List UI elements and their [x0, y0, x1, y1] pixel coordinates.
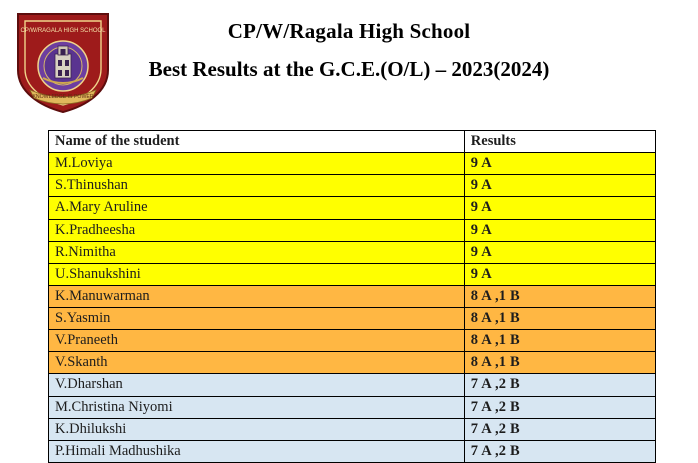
student-result-cell: 7 A ,2 B — [464, 374, 655, 396]
page-header — [0, 0, 698, 120]
table-row — [49, 396, 656, 418]
student-result-cell: 8 A ,1 B — [464, 352, 655, 374]
student-name-cell: V.Praneeth — [49, 330, 465, 352]
table-body — [49, 153, 656, 463]
table-row — [49, 440, 656, 462]
table-row — [49, 374, 656, 396]
student-name-cell: U.Shanukshini — [49, 263, 465, 285]
student-name-cell: K.Manuwarman — [49, 285, 465, 307]
student-result-cell: 7 A ,2 B — [464, 396, 655, 418]
results-table — [48, 130, 656, 463]
student-name-cell: M.Christina Niyomi — [49, 396, 465, 418]
student-result-cell: 9 A — [464, 175, 655, 197]
svg-text:KNOWLEDGE IS POWER: KNOWLEDGE IS POWER — [32, 94, 94, 100]
student-name-cell: K.Dhilukshi — [49, 418, 465, 440]
student-result-cell: 9 A — [464, 263, 655, 285]
column-header-name: Name of the student — [49, 131, 465, 153]
student-result-cell: 9 A — [464, 219, 655, 241]
table-row — [49, 263, 656, 285]
table-row — [49, 219, 656, 241]
student-result-cell: 8 A ,1 B — [464, 330, 655, 352]
table-row — [49, 153, 656, 175]
student-name-cell: K.Pradheesha — [49, 219, 465, 241]
table-row — [49, 197, 656, 219]
student-name-cell: M.Loviya — [49, 153, 465, 175]
student-name-cell: S.Thinushan — [49, 175, 465, 197]
table-row — [49, 418, 656, 440]
table-row — [49, 285, 656, 307]
student-result-cell: 8 A ,1 B — [464, 308, 655, 330]
student-name-cell: S.Yasmin — [49, 308, 465, 330]
table-row — [49, 241, 656, 263]
student-result-cell: 7 A ,2 B — [464, 418, 655, 440]
results-table-container — [48, 130, 656, 463]
student-name-cell: V.Skanth — [49, 352, 465, 374]
student-result-cell: 9 A — [464, 241, 655, 263]
table-row — [49, 175, 656, 197]
student-name-cell: A.Mary Aruline — [49, 197, 465, 219]
student-result-cell: 8 A ,1 B — [464, 285, 655, 307]
page-title: CP/W/Ragala High School — [227, 19, 471, 43]
table-header-row — [49, 131, 656, 153]
student-result-cell: 7 A ,2 B — [464, 440, 655, 462]
page-subtitle: Best Results at the G.C.E.(O/L) – 2023(2024) — [148, 57, 550, 82]
table-row — [49, 330, 656, 352]
table-row — [49, 308, 656, 330]
student-name-cell: P.Himali Madhushika — [49, 440, 465, 462]
student-result-cell: 9 A — [464, 197, 655, 219]
svg-text:CP/W/RAGALA HIGH SCHOOL: CP/W/RAGALA HIGH SCHOOL — [20, 28, 106, 34]
school-crest-icon — [8, 8, 118, 116]
column-header-results: Results — [464, 131, 655, 153]
table-row — [49, 352, 656, 374]
student-name-cell: R.Nimitha — [49, 241, 465, 263]
student-result-cell: 9 A — [464, 153, 655, 175]
student-name-cell: V.Dharshan — [49, 374, 465, 396]
